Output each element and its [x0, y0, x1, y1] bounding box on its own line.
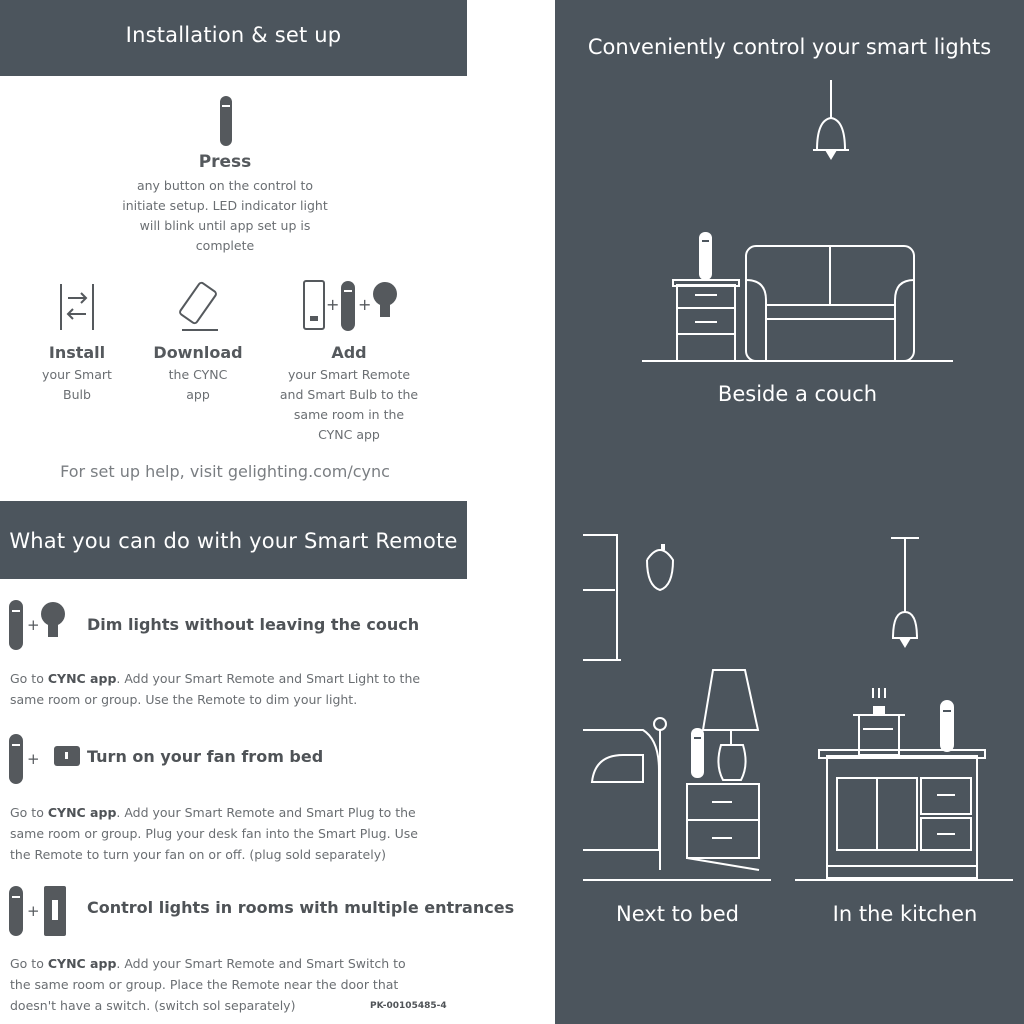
scene-couch-label: Beside a couch [717, 382, 878, 406]
phone-remote-bulb-icon [303, 278, 398, 333]
press-title: Press [198, 152, 252, 172]
remote-plus-bulb-icon [8, 598, 70, 652]
right-panel [555, 0, 1024, 1024]
help-text: For set up help, visit gelighting.com/cync [60, 462, 390, 481]
features-header [0, 501, 467, 579]
bed-scene-illustration [555, 530, 785, 890]
press-desc: any button on the control to initiate setup. LED indicator light will blink until app set up is complete [122, 178, 328, 253]
step-install-desc: your Smart Bulb [42, 367, 112, 402]
remote-icon [219, 95, 233, 147]
step-add-desc: your Smart Remote and Smart Bulb to the same room in the CYNC app [279, 367, 419, 442]
install-header [0, 0, 467, 76]
step-download-desc: the CYNC app [168, 367, 228, 402]
feature-3-desc: Go to CYNC app. Add your Smart Remote and Smart Switch to the same room or group. Place the Remote near the door that doesn't have a switch. (switch sol separately) [10, 956, 406, 1013]
scenes-title: Conveniently control your smart lights [587, 35, 992, 59]
feature-1-desc: Go to CYNC app. Add your Smart Remote and Smart Light to the same room or group. Use the Remote to dim your light. [10, 671, 421, 707]
step-add-title: Add [331, 343, 367, 362]
phone-download-icon [178, 280, 222, 332]
step-install-title: Install [48, 343, 106, 362]
kitchen-scene-illustration [793, 530, 1024, 890]
feature-1-title: Dim lights without leaving the couch [87, 615, 420, 634]
feature-3-title: Control lights in rooms with multiple entrances [87, 898, 515, 917]
remote-plus-plug-icon [8, 732, 78, 786]
scene-bed-label: Next to bed [616, 902, 739, 926]
svg-text:+: + [27, 750, 40, 768]
svg-text:+: + [326, 295, 340, 314]
scene-kitchen-label: In the kitchen [832, 902, 978, 926]
svg-text:+: + [27, 616, 40, 634]
step-download-title: Download [153, 343, 243, 362]
product-code: PK-00105485-4 [370, 1001, 447, 1011]
svg-text:+: + [358, 295, 372, 314]
feature-2-title: Turn on your fan from bed [87, 747, 324, 766]
features-header-text: What you can do with your Smart Remote [9, 529, 458, 553]
remote-plus-switch-icon [8, 884, 70, 938]
install-header-text: Installation & set up [125, 23, 342, 47]
feature-2-desc: Go to CYNC app. Add your Smart Remote and Smart Plug to the same room or group. Plug your desk fan into the Smart Plug. Use the Remote to turn your fan on or off. (plug sold separately) [10, 805, 418, 862]
svg-text:+: + [27, 902, 40, 920]
bulb-install-icon [58, 282, 98, 332]
couch-scene-illustration [555, 80, 1024, 370]
